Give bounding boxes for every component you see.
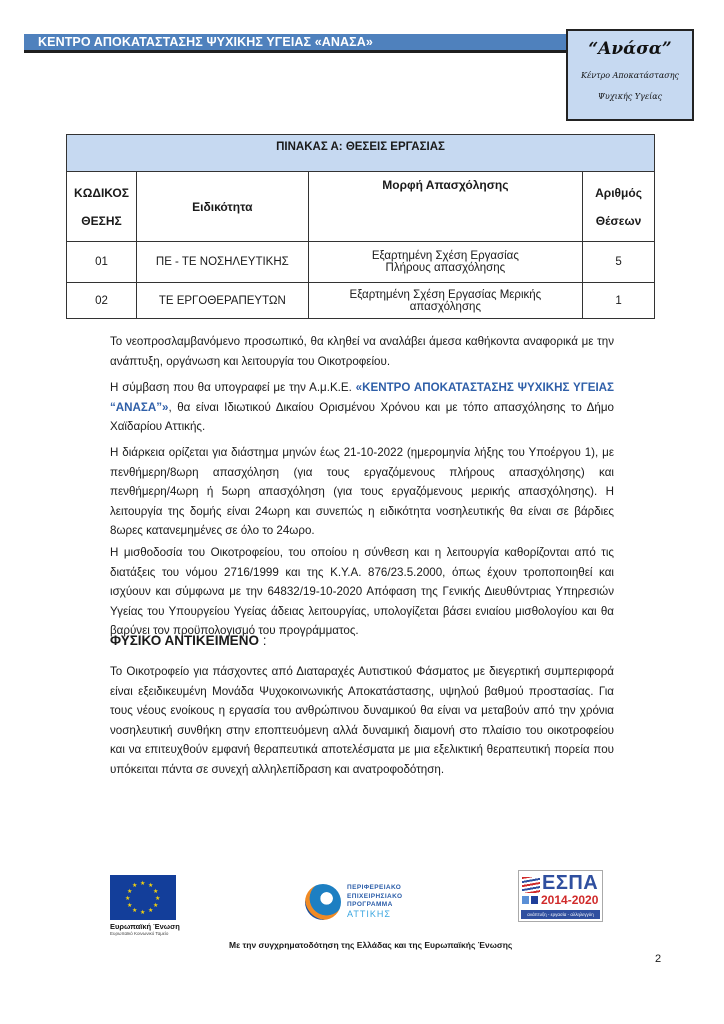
paragraph-physical-object: Το Οικοτροφείο για πάσχοντες από Διαταραχές Αυτιστικού Φάσματος με διεγερτική συμπεριφορά είναι εξειδικευμένη Μονάδα Ψυχοκοινωνικής Αποκατάστασης, υψηλού βαθμού προστασίας. Για τους νέους ενοίκους η εργασία του ανθρώπινου δυναμικού θα είναι να μεταβούν από την χρόνια νοσηλευτική συνθήκη στην εποπτευόμενη αλλά δυναμική διαμονή στο πλαίσιο του οικοτροφείου και να επιτευχθούν εμφανή θεραπευτικά αποτελέσματα με μια εξελικτική θεραπευτική πορεία που υπόκειται πάντα σε συνεχή αλληλεπίδραση και ανατροφοδότηση. — [110, 665, 614, 776]
cell-employment: Εξαρτημένη Σχέση Εργασίας Πλήρους απασχόλησης — [308, 242, 582, 283]
column-header-specialty: Ειδικότητα — [136, 172, 308, 242]
page-number: 2 — [655, 953, 662, 965]
cell-specialty: ΤΕ ΕΡΓΟΘΕΡΑΠΕΥΤΩΝ — [136, 283, 308, 319]
cell-code: 01 — [67, 242, 137, 283]
paragraph-duration: Η διάρκεια ορίζεται για διάστημα μηνών έως 21-10-2022 (ημερομηνία λήξης του Υποέργου 1), με πενθήμερη/8ωρη απασχόληση (για τους εργαζόμενους πλήρους απασχόλησης) και πενθήμερη/4ωρη ή 5ωρη απασχόληση (για τους εργαζόμενους μερικής απασχόλησης). Η λειτουργία της δομής είναι 24ωρη και συνεπώς η ειδικότητα νοσηλευτικής θα είναι σε βάρδιες 8ωρες κατανεμημένες σε όλο το 24ωρο. — [110, 446, 614, 537]
section-title-physical-object: ΦΥΣΙΚΟ ΑΝΤΙΚΕΙΜΕΝΟ : — [110, 633, 267, 648]
pep-swirl-icon — [305, 884, 341, 920]
eu-logo — [110, 875, 178, 936]
logo-title: “Ανάσα” — [588, 39, 672, 59]
cell-count: 5 — [583, 242, 655, 283]
paragraph-payroll: Η μισθοδοσία του Οικοτροφείου, του οποίου η σύνθεση και η λειτουργία καθορίζονται από τις διατάξεις του νόμου 2716/1999 και της Κ.Υ.Α. 876/23.5.2000, όπως έχουν τροποποιηθεί και ισχύουν και σύμφωνα με την 64832/19-10-2020 Απόφαση της Γενικής Διευθύντριας Υπηρεσιών Υγείας του Υπουργείου Υγείας άδειας λειτουργίας, υπολογίζεται βάσει ενιαίου μισθολογίου και θα βαρύνει τον προϋπολογισμό του προγράμματος. — [110, 546, 614, 637]
cell-specialty: ΠΕ - ΤΕ ΝΟΣΗΛΕΥΤΙΚΗΣ — [136, 242, 308, 283]
paragraph-contract: Η σύμβαση που θα υπογραφεί με την Α.μ.Κ.Ε. «ΚΕΝΤΡΟ ΑΠΟΚΑΤΑΣΤΑΣΗΣ ΨΥΧΙΚΗΣ ΥΓΕΙΑΣ “ΑΝΑΣΑ”», θα είναι Ιδιωτικού Δικαίου Ορισμένου Χρόνου και με τόπο απασχόλησης το Δήμο Χαϊδαρίου Αττικής. — [110, 381, 614, 433]
positions-table — [66, 134, 655, 319]
table-header-row — [67, 172, 655, 242]
espa-logo: ΕΣΠΑ 2014-2020 ανάπτυξη - εργασία - αλληλεγγύη — [518, 870, 603, 922]
table-row — [67, 283, 655, 319]
anasa-logo — [566, 29, 694, 121]
column-header-count: Αριθμός Θέσεων — [583, 172, 655, 242]
table-row — [67, 242, 655, 283]
eu-name: Ευρωπαϊκή Ένωση — [110, 922, 180, 931]
cell-code: 02 — [67, 283, 137, 319]
pep-attica-logo: ΠΕΡΙΦΕΡΕΙΑΚΟ ΕΠΙΧΕΙΡΗΣΙΑΚΟ ΠΡΟΓΡΑΜΜΑ ΑΤΤΙΚΗΣ — [305, 880, 435, 922]
org-name-highlight: «ΚΕΝΤΡΟ ΑΠΟΚΑΤΑΣΤΑΣΗΣ ΨΥΧΙΚΗΣ ΥΓΕΙΑΣ “ΑΝΑΣΑ”» — [110, 381, 614, 414]
header-bar — [24, 34, 584, 53]
eu-flag-icon: ★ ★ ★ ★ ★ ★ ★ ★ ★ ★ ★ ★ — [110, 875, 176, 920]
paragraph-staff-duties: Το νεοπροσλαμβανόμενο προσωπικό, θα κληθεί να αναλάβει άμεσα καθήκοντα αναφορικά με την ανάπτυξη, οργάνωση και λειτουργία του Οικοτροφείου. — [110, 335, 614, 368]
table-title: ΠΙΝΑΚΑΣ Α: ΘΕΣΕΙΣ ΕΡΓΑΣΙΑΣ — [67, 135, 655, 172]
cofunding-caption: Με την συγχρηματοδότηση της Ελλάδας και της Ευρωπαϊκής Ένωσης — [229, 940, 513, 950]
espa-waves-icon — [522, 877, 540, 893]
logo-subtitle-2: Ψυχικής Υγείας — [597, 92, 663, 101]
column-header-employment: Μορφή Απασχόλησης — [308, 172, 582, 242]
flags-icon — [522, 896, 538, 904]
logo-subtitle-1: Κέντρο Αποκατάστασης — [581, 71, 679, 80]
column-header-code: ΚΩΔΙΚΟΣ ΘΕΣΗΣ — [67, 172, 137, 242]
cell-count: 1 — [583, 283, 655, 319]
cell-employment: Εξαρτημένη Σχέση Εργασίας Μερικής απασχόλησης — [308, 283, 582, 319]
org-title: ΚΕΝΤΡΟ ΑΠΟΚΑΤΑΣΤΑΣΗΣ ΨΥΧΙΚΗΣ ΥΓΕΙΑΣ «ΑΝΑΣΑ» — [38, 35, 373, 49]
eu-fund-name: Ευρωπαϊκό Κοινωνικό Ταμείο — [110, 931, 169, 936]
